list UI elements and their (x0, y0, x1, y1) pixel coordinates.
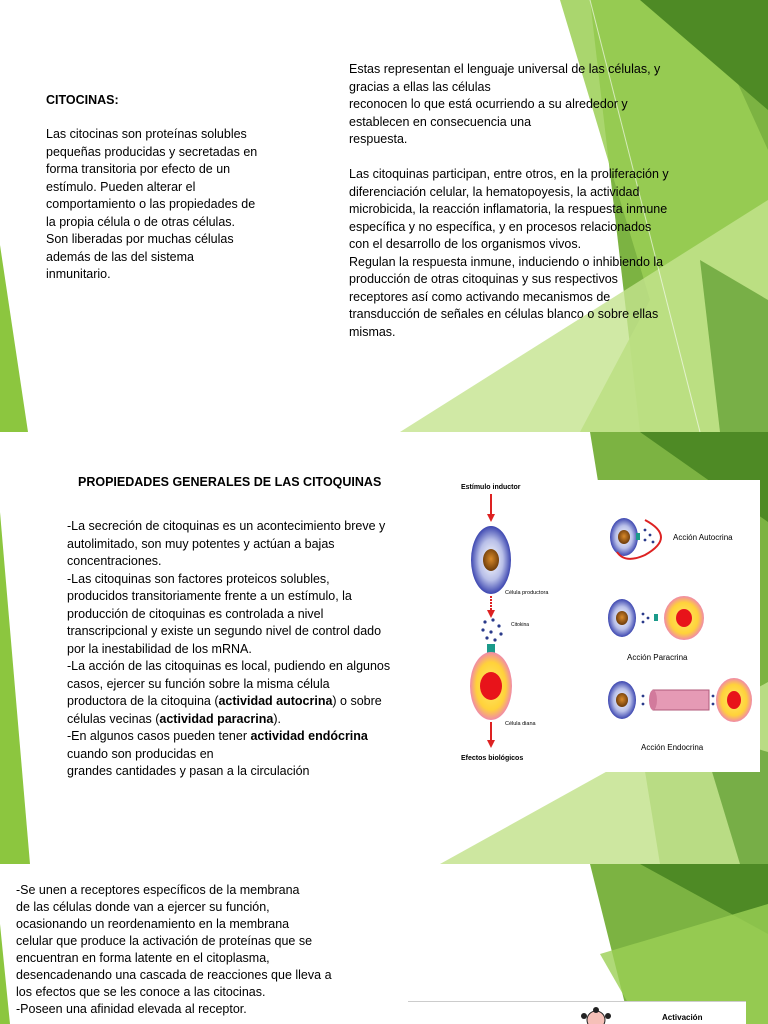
endocrine-label: Acción Endocrina (641, 743, 704, 752)
cytokine-action-figure (447, 480, 760, 772)
slide-1-left-text: Las citocinas son proteínas solubles pequeñas producidas y secretadas en forma transitoria por efecto de un estímulo. Pueden alterar el comportamiento o las propiedades de la propia célula o de otras células. Son liberadas por muchas células además de las del sistema inmunitario. (46, 127, 258, 281)
activation-label: Activación (662, 1013, 703, 1022)
paracrine-label: Acción Paracrina (627, 653, 688, 662)
slide-2 (0, 432, 768, 864)
slide-1-title: CITOCINAS: (46, 93, 119, 107)
target-label: Célula diana (505, 721, 536, 727)
cytokine-label: Citokina (511, 622, 530, 628)
producer-label: Célula productora (505, 590, 549, 596)
activation-figure (408, 1001, 746, 1024)
slide-1-right-text: Estas representan el lenguaje universal de las células, y gracias a ellas las células reconocen lo que está ocurriendo a su alrededor y establecen en consecuencia una respuesta. Las citoquinas participan, entre otros, en la proliferación y diferenciación celular, la hematopoyesis, la actividad microbicida, la reacción inflamatoria, la respuesta inmune específica y no específica, y en procesos relacionados con el desarrollo de los organismos vivos. Regulan la respuesta inmune, induciendo o inhibiendo la producción de otras citoquinas y sus respectivos receptores así como activando mecanismos de transducción de señales en células blanco o sobre ellas mismas. (349, 62, 669, 339)
autocrine-label: Acción Autocrina (673, 533, 733, 542)
slide-1 (0, 0, 768, 432)
slide-3 (0, 864, 768, 1024)
blood-vessel (653, 690, 709, 710)
slide-3-body: -Se unen a receptores específicos de la membrana de las células donde van a ejercer su función, ocasionando un reordenamiento en la membrana celular que produce la activación de proteínas que se encuentran en forma latente en el citoplasma, desencadenando una cascada de reacciones que lleva a los efectos que se les conoce a las citocinas. -Poseen una afinidad elevada al receptor. (16, 883, 332, 1016)
stimulus-label: Estímulo inductor (461, 484, 521, 491)
effects-label: Efectos biológicos (461, 755, 524, 762)
slide-2-body: -La secreción de citoquinas es un acontecimiento breve y autolimitado, son muy potentes y actúan a bajas concentraciones. -Las citoquinas son factores proteicos solubles, producidos transitoriamente frente a un estímulo, la producción de citoquinas es controlada a nivel transcripcional y existe un segundo nivel de control dado por la inestabilidad de los mRNA. -La acción de las citoquinas es local, pudiendo en algunos casos, ejercer su función sobre la misma célula productora de la citoquina (actividad autocrina) o sobre células vecinas (actividad paracrina). -En algunos casos pueden tener actividad endócrina cuando son producidas en grandes cantidades y pasan a la circulación (67, 519, 391, 778)
slide-2-title: PROPIEDADES GENERALES DE LAS CITOQUINAS (78, 475, 382, 489)
